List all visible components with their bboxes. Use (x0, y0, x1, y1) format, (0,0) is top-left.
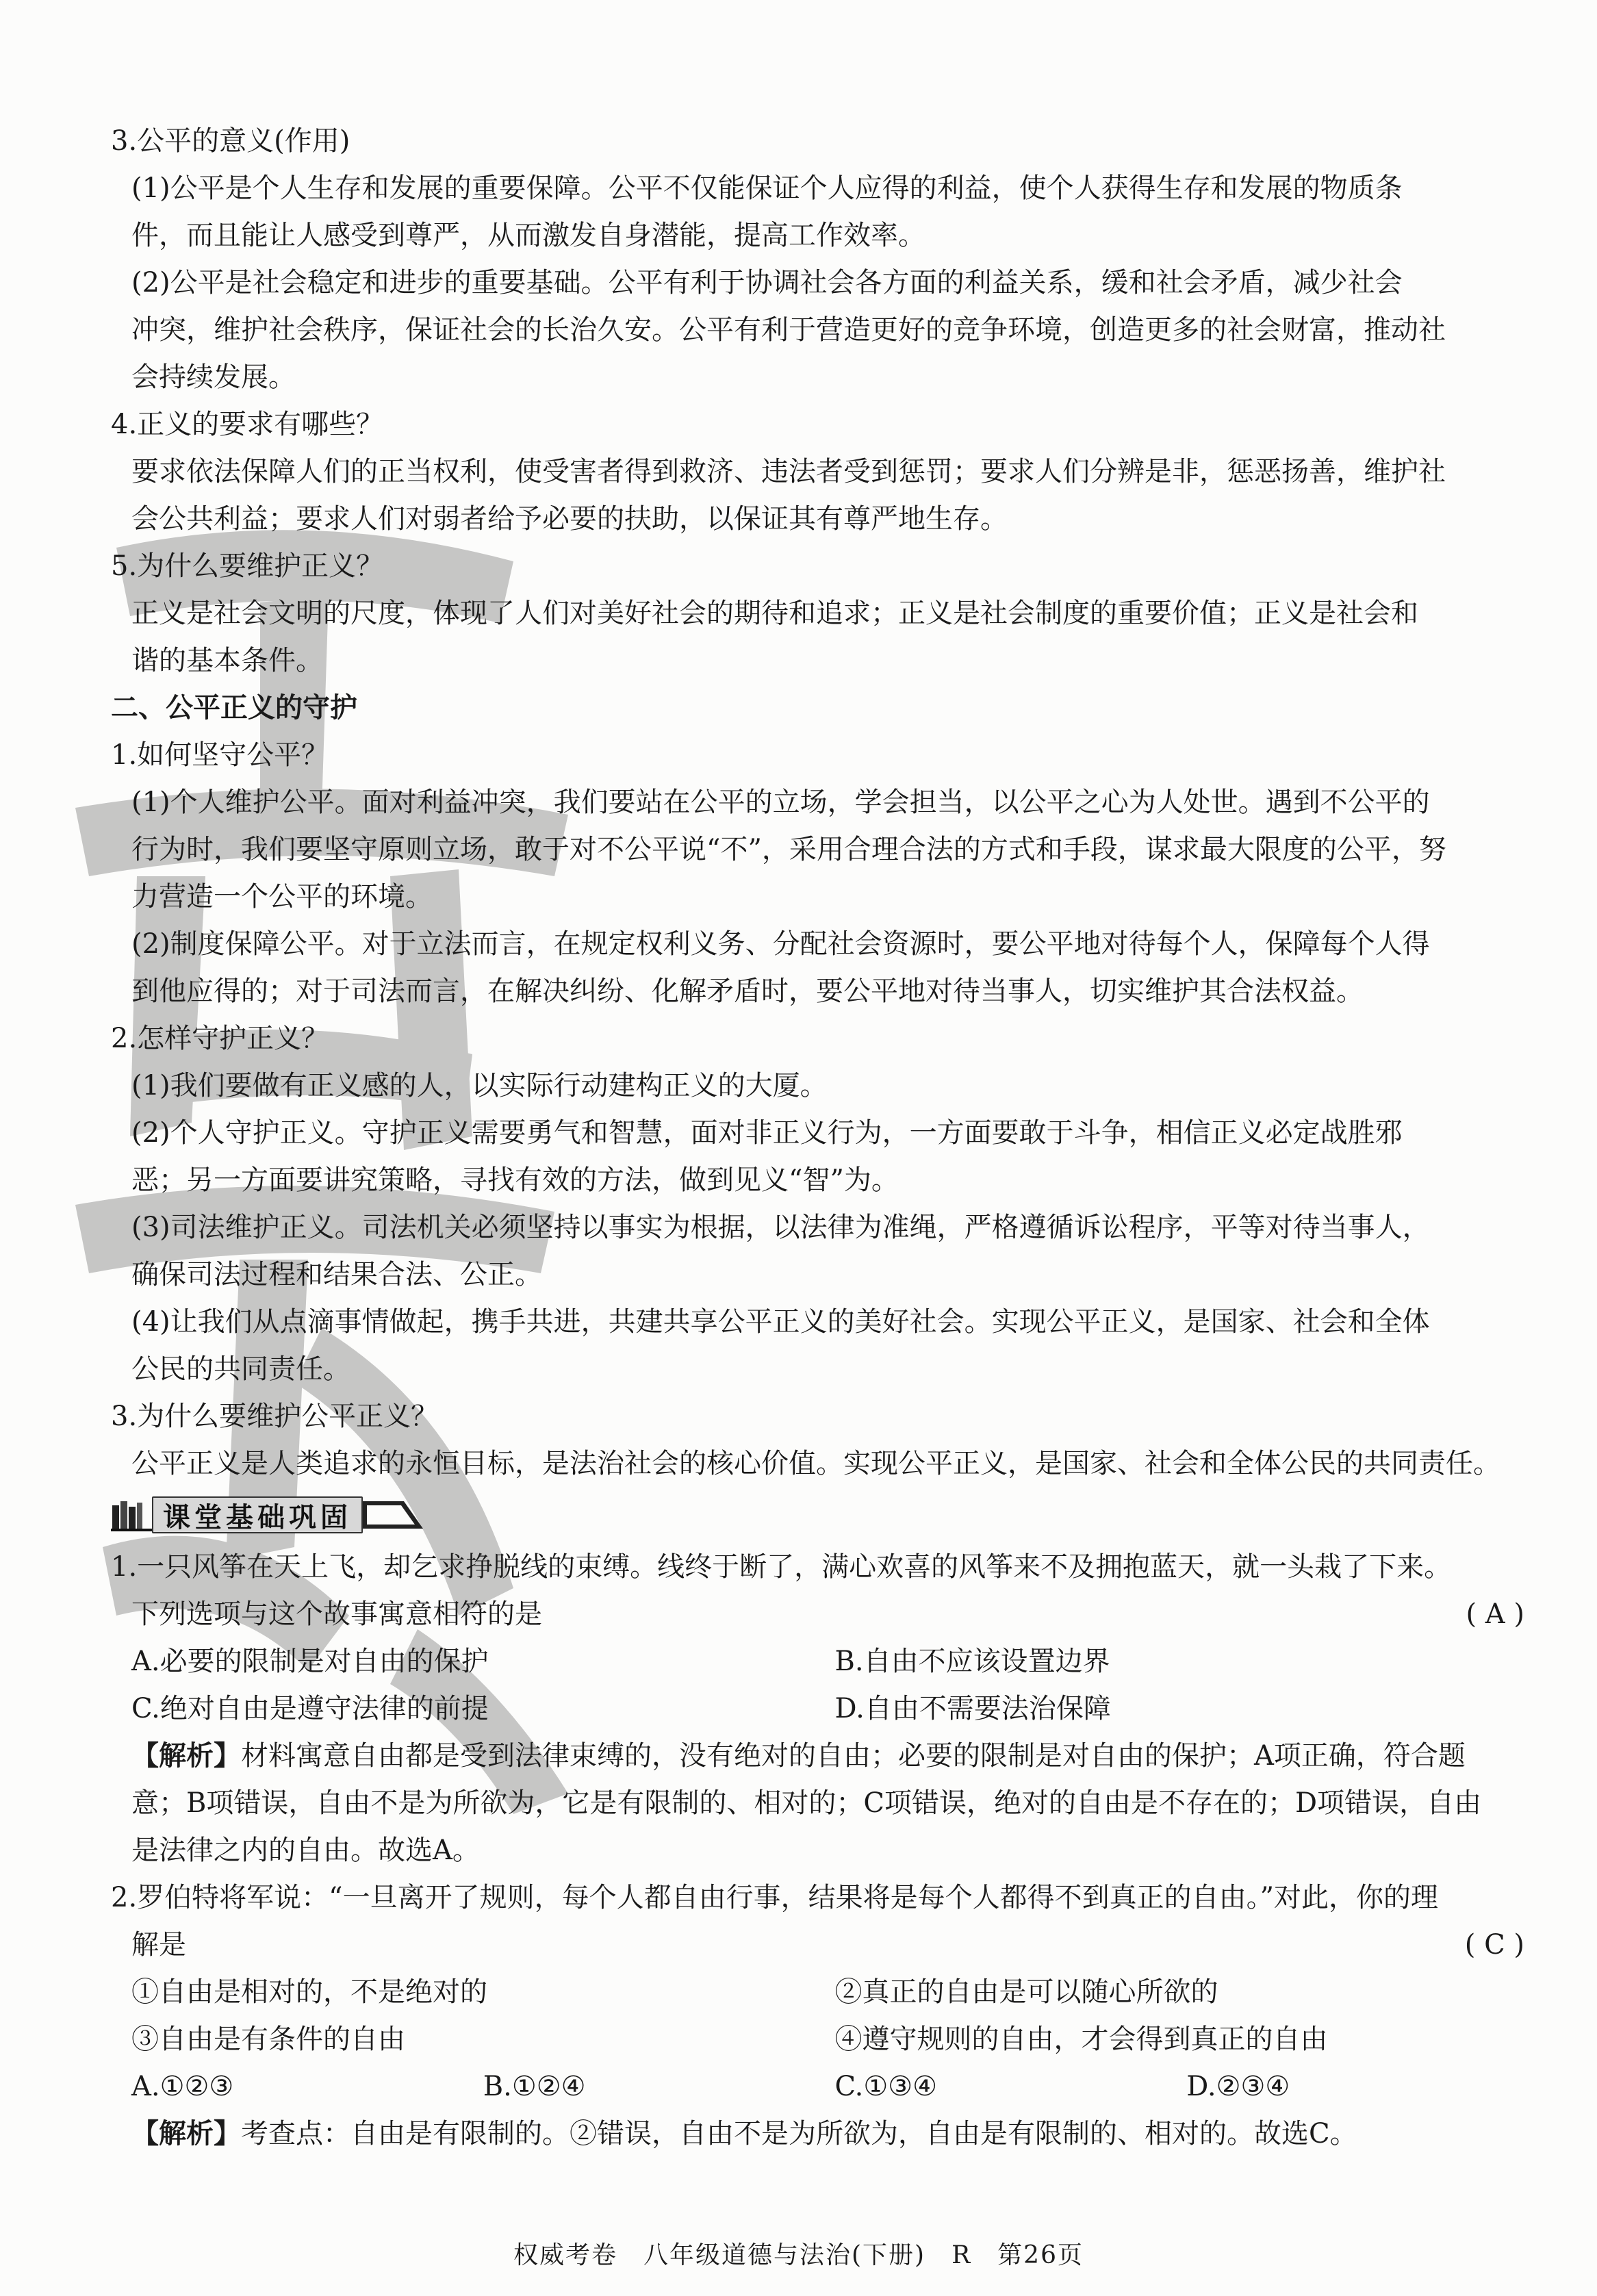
section-banner (111, 1493, 1538, 1537)
text-line-content: (3)司法维护正义。司法机关必须坚持以事实为根据，以法律为准绳，严格遵循诉讼程序，平等对待当事人， (131, 1212, 1430, 1243)
text-line (111, 1440, 1538, 1488)
text-line-content: (1)我们要做有正义感的人，以实际行动建构正义的大厦。 (131, 1070, 828, 1101)
text-line (111, 401, 1538, 448)
text-line (111, 1015, 1538, 1062)
text-line (111, 826, 1538, 873)
text-line (111, 590, 1538, 637)
text-line (111, 118, 1538, 165)
text-line (111, 968, 1538, 1015)
q1-answer: ( A ) (1466, 1598, 1524, 1630)
text-line-content: 会公共利益；要求人们对弱者给予必要的扶助，以保证其有尊严地生存。 (131, 503, 1008, 535)
text-line (111, 259, 1538, 307)
text-line-content: 正义是社会文明的尺度，体现了人们对美好社会的期待和追求；正义是社会制度的重要价值；正义是社会和 (131, 598, 1418, 629)
books-icon (111, 1498, 152, 1531)
text-line-content: 要求依法保障人们的正当权利，使受害者得到救济、违法者受到惩罚；要求人们分辨是非，惩恶扬善，维护社 (131, 456, 1446, 487)
q2-statement-2: ②真正的自由是可以随心所欲的 (834, 1976, 1218, 2008)
text-line-content: (2)制度保障公平。对于立法而言，在规定权利义务、分配社会资源时，要公平地对待每个人，保障每个人得 (131, 928, 1430, 960)
text-line (111, 873, 1538, 921)
q2-stem-text: 2.罗伯特将军说：“一旦离开了规则，每个人都自由行事，结果将是每个人都得不到真正的自由。”对此，你的理 (111, 1882, 1439, 1913)
q2-analysis-line (111, 2110, 1538, 2158)
text-line (111, 165, 1538, 212)
text-line-content: 确保司法过程和结果合法、公正。 (131, 1259, 542, 1290)
text-line-content: 1.如何坚守公平？ (111, 739, 329, 771)
q1-stem-line2 (111, 1591, 1538, 1638)
q2-stem-line2 (111, 1922, 1538, 1969)
banner-arrow-icon (363, 1498, 424, 1532)
q1-stem-line1 (111, 1544, 1538, 1591)
text-line-content: 2.怎样守护正义？ (111, 1023, 329, 1054)
q2-stem-line1 (111, 1874, 1538, 1922)
q1-analysis-text: 是法律之内的自由。故选A。 (131, 1835, 480, 1866)
text-line (111, 1251, 1538, 1299)
question-1 (111, 1544, 1538, 1874)
text-line (111, 448, 1538, 496)
text-line-content: 冲突，维护社会秩序，保证社会的长治久安。公平有利于营造更好的竞争环境，创造更多的社会财富，推动社 (131, 314, 1446, 346)
text-line (111, 1299, 1538, 1346)
text-line (111, 1393, 1538, 1440)
q1-option-a: A.必要的限制是对自由的保护 (131, 1646, 489, 1677)
question-2 (111, 1874, 1538, 2158)
text-line-content: 件，而且能让人感受到尊严，从而激发自身潜能，提高工作效率。 (131, 220, 925, 251)
text-line (111, 212, 1538, 259)
page-content (111, 118, 1538, 2158)
q1-analysis-text: 材料寓意自由都是受到法律束缚的，没有绝对的自由；必要的限制是对自由的保护；A项正确，符合题 (241, 1740, 1466, 1772)
text-line (111, 354, 1538, 401)
text-line (111, 543, 1538, 590)
text-line (111, 1346, 1538, 1393)
q2-option-b: B.①②④ (483, 2071, 586, 2102)
text-line (111, 732, 1538, 779)
text-line (111, 637, 1538, 685)
q1-prompt: 下列选项与这个故事寓意相符的是 (131, 1598, 542, 1630)
text-line (111, 1157, 1538, 1204)
text-line-content: 3.公平的意义(作用) (111, 125, 350, 157)
q2-option-d: D.②③④ (1186, 2071, 1290, 2102)
q1-analysis-line1 (111, 1733, 1538, 1780)
q2-statements-row1 (111, 1969, 1538, 2016)
text-line-content: 会持续发展。 (131, 361, 296, 393)
text-line-content: 公平正义是人类追求的永恒目标，是法治社会的核心价值。实现公平正义，是国家、社会和全体公民的共同责任。 (131, 1448, 1500, 1479)
q2-statement-3: ③自由是有条件的自由 (131, 2024, 405, 2055)
text-line-content: (4)让我们从点滴事情做起，携手共进，共建共享公平正义的美好社会。实现公平正义，是国家、社会和全体 (131, 1306, 1430, 1338)
text-line-content: (1)公平是个人生存和发展的重要保障。公平不仅能保证个人应得的利益，使个人获得生存和发展的物质条 (131, 173, 1403, 204)
text-line-content: 恶；另一方面要讲究策略，寻找有效的方法，做到见义“智”为。 (131, 1164, 899, 1196)
q1-stem-text: 1.一只风筝在天上飞，却乞求挣脱线的束缚。线终于断了，满心欢喜的风筝来不及拥抱蓝天，就一头栽了下来。 (111, 1551, 1452, 1583)
q2-statement-4: ④遵守规则的自由，才会得到真正的自由 (834, 2024, 1328, 2055)
banner-label: 课堂基础巩固 (152, 1496, 363, 1533)
text-line (111, 921, 1538, 968)
q2-statement-1: ①自由是相对的，不是绝对的 (131, 1976, 487, 2008)
q1-option-b: B.自由不应该设置边界 (834, 1646, 1110, 1677)
q1-analysis-text: 意；B项错误，自由不是为所欲为，它是有限制的、相对的；C项错误，绝对的自由是不存在的；D项错误，自由 (131, 1787, 1482, 1819)
section-heading (111, 685, 1538, 732)
q1-options-row2 (111, 1685, 1538, 1733)
text-line-content: (2)个人守护正义。守护正义需要勇气和智慧，面对非正义行为，一方面要敢于斗争，相信正义必定战胜邪 (131, 1117, 1403, 1149)
text-line-content: 二、公平正义的守护 (111, 692, 357, 724)
text-line-content: 到他应得的；对于司法而言，在解决纠纷、化解矛盾时，要公平地对待当事人，切实维护其合法权益。 (131, 975, 1364, 1007)
q2-option-a: A.①②③ (131, 2071, 234, 2102)
q1-analysis-tag: 【解析】 (131, 1740, 241, 1772)
q1-analysis-line3 (111, 1827, 1538, 1874)
q2-statements-row2 (111, 2016, 1538, 2063)
text-line-content: 公民的共同责任。 (131, 1353, 350, 1385)
text-line-content: (2)公平是社会稳定和进步的重要基础。公平有利于协调社会各方面的利益关系，缓和社会矛盾，减少社会 (131, 267, 1403, 298)
q2-analysis-tag: 【解析】 (131, 2118, 241, 2150)
q1-option-c: C.绝对自由是遵守法律的前提 (131, 1693, 489, 1724)
text-line-content: 谐的基本条件。 (131, 645, 323, 676)
text-line-content: 3.为什么要维护公平正义？ (111, 1401, 439, 1432)
text-line (111, 1062, 1538, 1110)
q1-option-d: D.自由不需要法治保障 (834, 1693, 1111, 1724)
text-line (111, 496, 1538, 543)
text-line-content: 力营造一个公平的环境。 (131, 881, 433, 913)
text-line-content: (1)个人维护公平。面对利益冲突，我们要站在公平的立场，学会担当，以公平之心为人处世。遇到不公平的 (131, 787, 1430, 818)
text-line-content: 4.正义的要求有哪些？ (111, 409, 384, 440)
page-footer: 权威考卷 八年级道德与法治(下册) R 第26页 (513, 2241, 1084, 2269)
text-line-content: 行为时，我们要坚守原则立场，敢于对不公平说“不”，采用合理合法的方式和手段，谋求最大限度的公平，努 (131, 834, 1446, 865)
q2-prompt: 解是 (131, 1929, 186, 1961)
q2-options-row (111, 2063, 1538, 2110)
text-line-content: 5.为什么要维护正义？ (111, 550, 384, 582)
q1-analysis-line2 (111, 1780, 1538, 1827)
text-line (111, 1204, 1538, 1251)
q2-answer: ( C ) (1464, 1929, 1524, 1961)
text-line (111, 1110, 1538, 1157)
q2-option-c: C.①③④ (834, 2071, 937, 2102)
q1-options-row1 (111, 1638, 1538, 1685)
text-blocks (111, 118, 1538, 1488)
text-line (111, 779, 1538, 826)
text-line (111, 307, 1538, 354)
q2-analysis-text: 考查点：自由是有限制的。②错误，自由不是为所欲为，自由是有限制的、相对的。故选C。 (241, 2118, 1357, 2150)
